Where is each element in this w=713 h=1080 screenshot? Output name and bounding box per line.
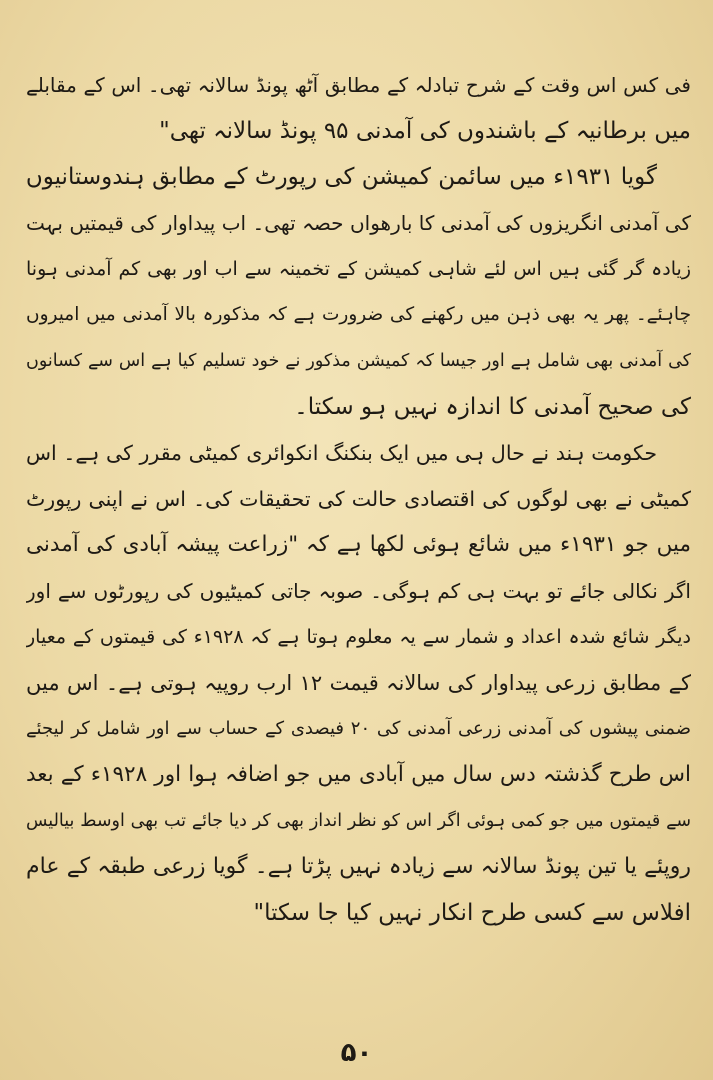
text-line: کمیٹی نے بھی لوگوں کی اقتصادی حالت کی تحقیقات کی۔ اس نے اپنی رپورٹ [26, 487, 691, 511]
text-line: حکومت ہند نے حال ہی میں ایک بنکنگ انکوائری کمیٹی مقرر کی ہے۔ اس [26, 441, 657, 465]
text-line: کی آمدنی بھی شامل ہے اور جیسا کہ کمیشن مذکور نے خود تسلیم کیا ہے اس سے کسانوں [26, 351, 691, 371]
text-line: میں برطانیہ کے باشندوں کی آمدنی ۹۵ پونڈ سالانہ تھی" [159, 118, 691, 144]
page-number: ۵۰ [340, 1038, 373, 1068]
page-text [26, 62, 691, 936]
text-line: کے مطابق زرعی پیداوار کی سالانہ قیمت ۱۲ ارب روپیہ ہوتی ہے۔ اس میں [26, 671, 691, 695]
text-line: دیگر شائع شدہ اعداد و شمار سے یہ معلوم ہوتا ہے کہ ۱۹۲۸ء کی قیمتوں کے معیار [26, 626, 691, 648]
text-line: اگر نکالی جائے تو بہت ہی کم ہوگی۔ صوبہ جاتی کمیٹیوں کی رپورٹوں سے اور [26, 579, 691, 603]
text-line: فی کس اس وقت کے شرح تبادلہ کے مطابق آٹھ پونڈ سالانہ تھی۔ اس کے مقابلے [26, 73, 691, 97]
text-line: میں جو ۱۹۳۱ء میں شائع ہوئی لکھا ہے کہ "زراعت پیشہ آبادی کی آمدنی [26, 532, 691, 557]
text-line: افلاس سے کسی طرح انکار نہیں کیا جا سکتا" [253, 900, 691, 926]
text-line: کی صحیح آمدنی کا اندازہ نہیں ہو سکتا۔ [294, 394, 691, 420]
text-line: روپئے یا تین پونڈ سالانہ سے زیادہ نہیں پڑتا ہے۔ گویا زرعی طبقہ کے عام [26, 854, 691, 879]
text-line: کی آمدنی انگریزوں کی آمدنی کا بارھواں حصہ تھی۔ اب پیداوار کی قیمتیں بہت [26, 211, 691, 235]
text-line: سے قیمتوں میں جو کمی ہوئی اگر اس کو نظر انداز بھی کر دیا جائے تب بھی اوسط بیالیس [26, 811, 691, 831]
text-line: چاہئے۔ پھر یہ بھی ذہن میں رکھنے کی ضرورت ہے کہ مذکورہ بالا آمدنی میں امیروں [26, 304, 691, 325]
text-line: اس طرح گذشتہ دس سال میں آبادی میں جو اضافہ ہوا اور ۱۹۲۸ء کے بعد [26, 762, 691, 787]
text-line: زیادہ گر گئی ہیں اس لئے شاہی کمیشن کے تخمینہ سے اب اور بھی کم آمدنی ہونا [26, 258, 691, 280]
text-line: ضمنی پیشوں کی آمدنی زرعی آمدنی کی ۲۰ فیصدی کے حساب سے اور شامل کر لیجئے [26, 718, 691, 739]
text-line: گویا ۱۹۳۱ء میں سائمن کمیشن کی رپورٹ کے مطابق ہندوستانیوں [26, 164, 657, 190]
